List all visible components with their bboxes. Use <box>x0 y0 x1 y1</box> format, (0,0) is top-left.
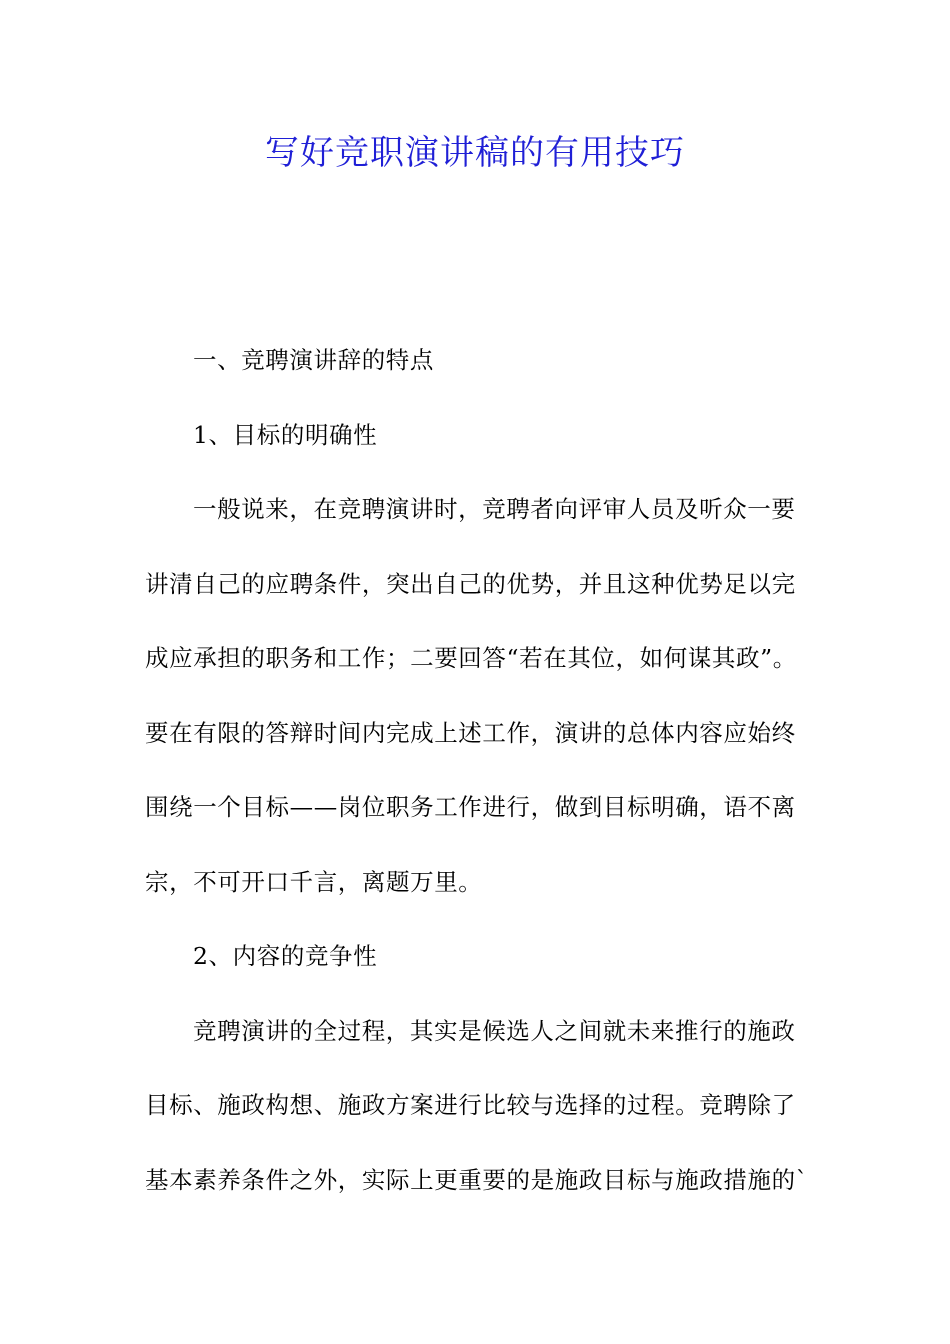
document-body <box>145 333 810 1227</box>
section-heading: 一、竞聘演讲辞的特点 <box>193 346 434 374</box>
paragraph-line: 讲清自己的应聘条件，突出自己的优势，并且这种优势足以完 <box>145 569 796 598</box>
paragraph-line: 一般说来，在竞聘演讲时，竞聘者向评审人员及听众一要 <box>193 495 796 523</box>
subsection-heading: 2、内容的竞争性 <box>193 942 378 970</box>
document-title: 写好竞职演讲稿的有用技巧 <box>265 133 685 173</box>
paragraph-line: 目标、施政构想、施政方案进行比较与选择的过程。竞聘除了 <box>145 1091 796 1119</box>
paragraph-line: 竞聘演讲的全过程，其实是候选人之间就未来推行的施政 <box>193 1016 796 1045</box>
subsection-heading: 1、目标的明确性 <box>193 420 378 449</box>
paragraph-line: 基本素养条件之外，实际上更重要的是施政目标与施政措施的` <box>145 1165 809 1194</box>
paragraph-line: 宗，不可开口千言，离题万里。 <box>145 867 483 896</box>
paragraph-line: 围绕一个目标——岗位职务工作进行，做到目标明确，语不离 <box>145 793 796 821</box>
paragraph-line: 成应承担的职务和工作；二要回答“若在其位，如何谋其政”。 <box>145 644 797 672</box>
paragraph-line: 要在有限的答辩时间内完成上述工作，演讲的总体内容应始终 <box>145 718 796 747</box>
